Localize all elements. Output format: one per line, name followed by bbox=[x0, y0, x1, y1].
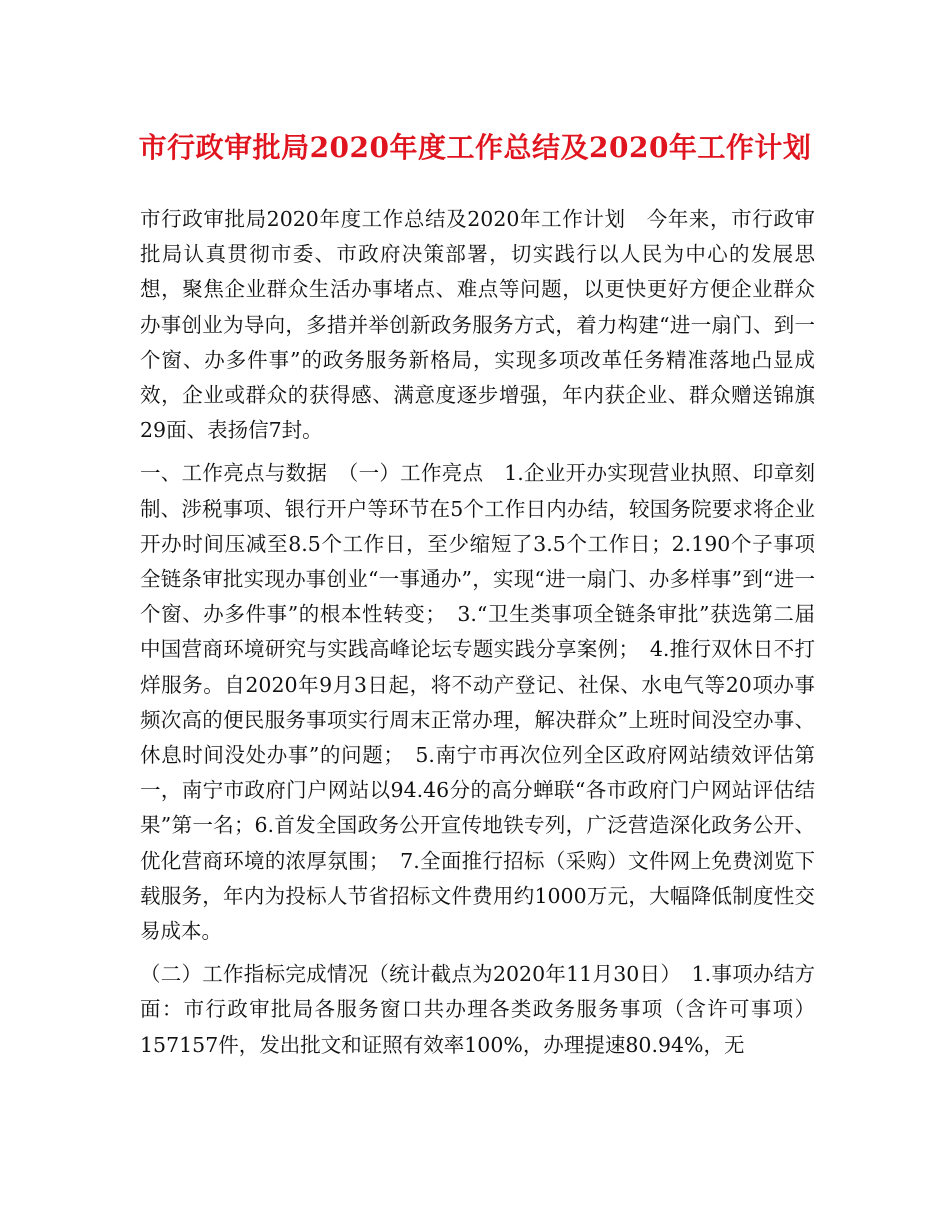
paragraph-indicators: （二）工作指标完成情况（统计截点为2020年11月30日） 1.事项办结方面：市行政审批局各服务窗口共办理各类政务服务事项（含许可事项）157157件，发出批文和证照有效率100%，办理提速80.94%，无 bbox=[140, 962, 815, 1057]
document-body bbox=[140, 202, 815, 1063]
paragraph-highlights: 一、工作亮点与数据 （一）工作亮点 1.企业开办实现营业执照、印章刻制、涉税事项、银行开户等环节在5个工作日内办结，较国务院要求将企业开办时间压减至8.5个工作日，至少缩短了3.5个工作日；2.190个子事项全链条审批实现办事创业“一事通办”，实现“进一扇门、办多样事”到“进一个窗、办多件事”的根本性转变； 3.“卫生类事项全链条审批”获选第二届中国营商环境研究与实践高峰论坛专题实践分享案例； 4.推行双休日不打烊服务。自2020年9月3日起，将不动产登记、社保、水电气等20项办事频次高的便民服务事项实行周末正常办理，解决群众”上班时间没空办事、休息时间没处办事”的问题； 5.南宁市再次位列全区政府网站绩效评估第一，南宁市政府门户网站以94.46分的高分蝉联“各市政府门户网站评估结果”第一名；6.首发全国政务公开宣传地铁专列，广泛营造深化政务公开、优化营商环境的浓厚氛围； 7.全面推行招标（采购）文件网上免费浏览下载服务，年内为投标人节省招标文件费用约1000万元，大幅降低制度性交易成本。 bbox=[140, 461, 815, 944]
paragraph-intro: 市行政审批局2020年度工作总结及2020年工作计划 今年来，市行政审批局认真贯彻市委、市政府决策部署，切实践行以人民为中心的发展思想，聚焦企业群众生活办事堵点、难点等问题，以更快更好方便企业群众办事创业为导向，多措并举创新政务服务方式，着力构建“进一扇门、到一个窗、办多件事”的政务服务新格局，实现多项改革任务精准落地凸显成效，企业或群众的获得感、满意度逐步增强，年内获企业、群众赠送锦旗29面、表扬信7封。 bbox=[140, 207, 815, 443]
document-title: 市行政审批局2020年度工作总结及2020年工作计划 bbox=[138, 131, 812, 164]
